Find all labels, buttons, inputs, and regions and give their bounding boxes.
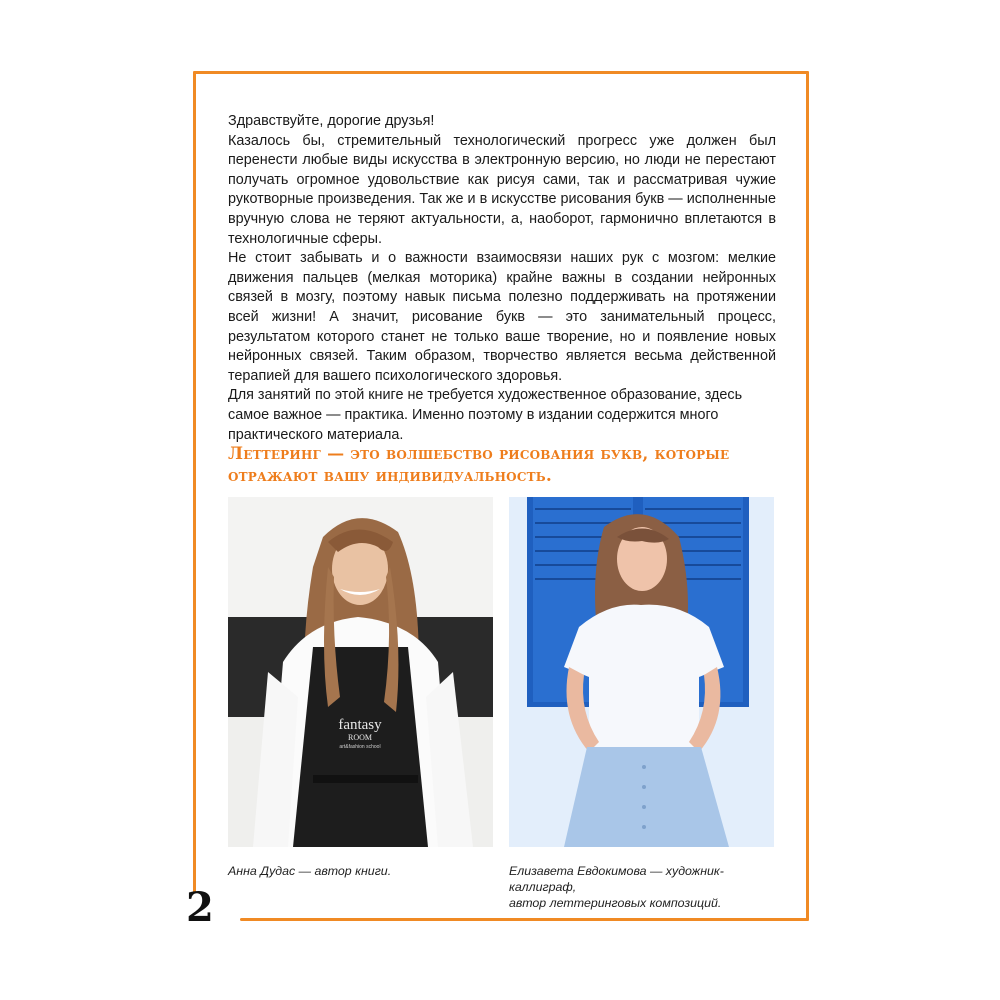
intro-text (228, 112, 776, 445)
calligrapher-photo (509, 497, 774, 847)
frame-top-border (193, 71, 809, 74)
author-caption: Анна Дудас — автор книги. (228, 864, 392, 878)
paragraph-3: Для занятий по этой книге не требуется художественное образование, здесь самое важное — практика. Именно поэтому в издании содержится много практического материала. (228, 387, 743, 443)
calligrapher-caption (509, 863, 789, 911)
page-number: 2 (186, 884, 214, 931)
calligrapher-caption-line-2: автор леттеринговых композиций. (509, 896, 722, 910)
apron-logo-sub: ROOM (347, 733, 373, 742)
frame-bottom-border (240, 918, 809, 921)
frame-right-border (806, 71, 809, 921)
greeting: Здравствуйте, дорогие друзья! (228, 113, 435, 129)
tagline: Леттеринг — это волшебство рисования букв, которые отражают вашу индивидуальность. (228, 444, 730, 486)
apron-logo-school: art&fashion school (339, 744, 381, 750)
apron-logo-text: fantasy (338, 717, 382, 733)
calligrapher-caption-line-1: Елизавета Евдокимова — художник-каллиграф, (509, 864, 724, 894)
paragraph-2: Не стоит забывать и о важности взаимосвязи наших рук с мозгом: мелкие движения пальцев (мелкая моторика) крайне важны в создании нейронных связей в мозгу, поэтому навык письма полезно поддерживать на протяжении всей жизни! А значит, рисование букв — это занимательный процесс, результатом которого станет не только ваше творение, но и появление новых нейронных связей. Таким образом, творчество является весьма действенной терапией для вашего психологического здоровья. (228, 250, 776, 384)
frame-left-border (193, 71, 196, 893)
paragraph-1: Казалось бы, стремительный технологический прогресс уже должен был перенести любые виды искусства в электронную версию, но люди не перестают получать огромное удовольствие как рисуя сами, так и рассматривая чужие рукотворные произведения. Так же и в искусстве рисования букв — исполненные вручную слова не теряют актуальности, а, наоборот, гармонично вплетаются в технологичные сферы. (228, 132, 776, 247)
author-photo (228, 497, 493, 847)
